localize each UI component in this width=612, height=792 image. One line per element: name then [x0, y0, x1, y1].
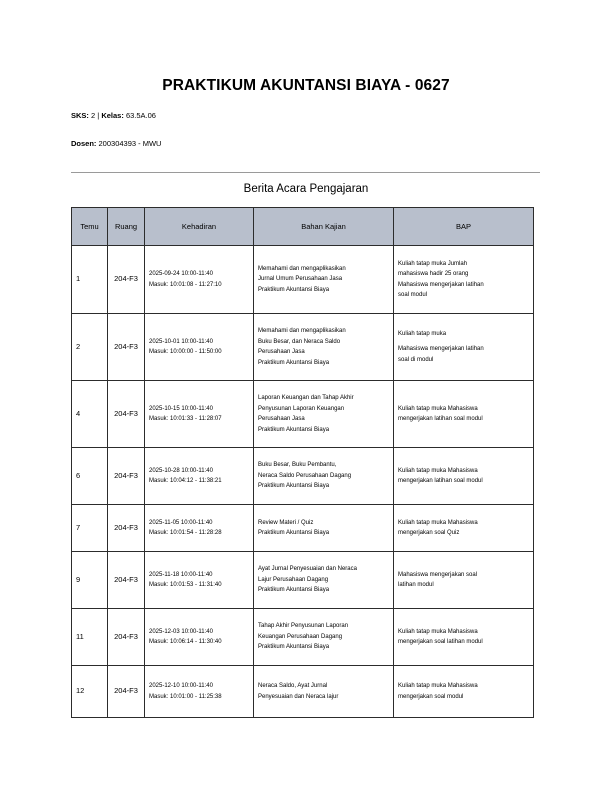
cell-bahan-kajian-line: Buku Besar, Buku Pembantu,	[258, 462, 337, 469]
table-row	[72, 666, 534, 718]
header-ruang: Ruang	[108, 208, 145, 246]
cell-bahan-kajian-line: Neraca Saldo, Ayat Jurnal	[258, 683, 328, 689]
cell-bap-line: mengerjakan soal modul	[398, 693, 464, 700]
cell-temu: 7	[72, 505, 108, 552]
cell-bahan-kajian-line: Neraca Saldo Perusahaan Dagang	[258, 472, 352, 479]
cell-ruang: 204-F3	[108, 552, 145, 609]
cell-ruang: 204-F3	[108, 448, 145, 505]
cell-bahan-kajian	[254, 381, 394, 448]
cell-bap	[394, 609, 534, 666]
cell-ruang: 204-F3	[108, 246, 145, 314]
cell-kehadiran	[145, 448, 254, 505]
cell-temu: 4	[72, 381, 108, 448]
cell-temu: 2	[72, 314, 108, 381]
info-separator: |	[97, 111, 100, 120]
sks-label: SKS:	[71, 111, 89, 120]
cell-bahan-kajian-line: Praktikum Akuntansi Biaya	[258, 483, 330, 490]
kelas-label: Kelas:	[101, 111, 124, 120]
cell-kehadiran-line: Masuk: 10:01:08 - 11:27:10	[149, 281, 222, 288]
cell-kehadiran-line: Masuk: 10:01:54 - 11:28:28	[149, 530, 222, 536]
cell-bahan-kajian-line: Tahap Akhir Penyusunan Laporan	[258, 623, 349, 630]
cell-bahan-kajian-line: Penyusunan Laporan Keuangan	[258, 405, 345, 412]
header-kehadiran: Kehadiran	[145, 208, 254, 246]
cell-kehadiran	[145, 666, 254, 718]
cell-kehadiran-line: 2025-09-24 10:00-11:40	[149, 271, 213, 277]
cell-kehadiran-line: Masuk: 10:01:33 - 11:28:07	[149, 416, 222, 422]
dosen-value: 200304393 - MWU	[98, 139, 162, 148]
cell-temu: 11	[72, 609, 108, 666]
cell-bahan-kajian-line: Praktikum Akuntansi Biaya	[258, 286, 330, 293]
cell-bap-line: mengerjakan soal Quiz	[398, 530, 460, 536]
cell-bap-line: soal modul	[398, 292, 428, 298]
cell-ruang: 204-F3	[108, 609, 145, 666]
cell-kehadiran-line: 2025-10-28 10:00-11:40	[149, 467, 213, 474]
cell-bap	[394, 246, 534, 314]
cell-kehadiran-line: 2025-10-01 10:00-11:40	[149, 338, 213, 345]
cell-bahan-kajian	[254, 314, 394, 381]
table-row	[72, 314, 534, 381]
cell-kehadiran	[145, 314, 254, 381]
cell-bap-line: mengerjakan latihan soal modul	[398, 478, 483, 484]
cell-kehadiran-line: Masuk: 10:01:53 - 11:31:40	[149, 582, 222, 588]
cell-bahan-kajian-line: Laporan Keuangan dan Tahap Akhir	[258, 395, 354, 401]
cell-kehadiran-line: Masuk: 10:00:00 - 11:50:00	[149, 349, 222, 355]
lecturer-info	[71, 139, 161, 148]
cell-kehadiran	[145, 505, 254, 552]
divider	[71, 172, 540, 173]
dosen-label: Dosen:	[71, 139, 97, 148]
cell-kehadiran-line: 2025-12-10 10:00-11:40	[149, 683, 213, 689]
cell-kehadiran	[145, 246, 254, 314]
cell-bap	[394, 505, 534, 552]
cell-bap	[394, 552, 534, 609]
cell-bap	[394, 448, 534, 505]
cell-bap-line: latihan modul	[398, 582, 434, 588]
sks-value: 2	[91, 111, 96, 120]
cell-ruang: 204-F3	[108, 381, 145, 448]
table-row	[72, 246, 534, 314]
cell-bahan-kajian-line: Penyesuaian dan Neraca lajur	[258, 693, 339, 700]
header-temu: Temu	[72, 208, 108, 246]
cell-bahan-kajian-line: Ayat Jurnal Penyesuaian dan Neraca	[258, 566, 357, 573]
cell-bahan-kajian-line: Keuangan Perusahaan Dagang	[258, 633, 343, 640]
kelas-value: 63.5A.06	[125, 111, 156, 120]
cell-bap-line: soal di modul	[398, 356, 434, 363]
cell-kehadiran-line: Masuk: 10:01:00 - 11:25:38	[149, 693, 222, 700]
cell-bap-line: Mahasiswa mengerjakan latihan	[398, 281, 484, 288]
cell-bap-line: mengerjakan latihan soal modul	[398, 416, 483, 422]
cell-bap-line: Kuliah tatap muka	[398, 330, 447, 337]
cell-kehadiran-line: Masuk: 10:04:12 - 11:38:21	[149, 478, 222, 484]
cell-bahan-kajian-line: Praktikum Akuntansi Biaya	[258, 530, 330, 536]
cell-bap-line: Kuliah tatap muka Mahasiswa	[398, 467, 478, 474]
cell-bahan-kajian-line: Review Materi / Quiz	[258, 519, 314, 526]
cell-bahan-kajian	[254, 552, 394, 609]
cell-ruang: 204-F3	[108, 314, 145, 381]
cell-bahan-kajian-line: Lajur Perusahaan Dagang	[258, 576, 329, 583]
cell-temu: 6	[72, 448, 108, 505]
cell-bap	[394, 666, 534, 718]
table-row	[72, 552, 534, 609]
table-row	[72, 609, 534, 666]
cell-bap-line: Kuliah tatap muka Mahasiswa	[398, 683, 478, 689]
cell-bahan-kajian	[254, 609, 394, 666]
cell-kehadiran-line: Masuk: 10:06:14 - 11:30:40	[149, 639, 222, 645]
cell-bap-line: Kuliah tatap muka Mahasiswa	[398, 628, 478, 635]
attendance-table	[71, 207, 534, 718]
table-row	[72, 448, 534, 505]
cell-bahan-kajian	[254, 448, 394, 505]
table-row	[72, 381, 534, 448]
cell-kehadiran	[145, 552, 254, 609]
section-title: Berita Acara Pengajaran	[243, 183, 369, 195]
document-title: PRAKTIKUM AKUNTANSI BIAYA - 0627	[162, 77, 450, 94]
cell-bahan-kajian-line: Perusahaan Jasa	[258, 349, 305, 355]
header-bahan-kajian: Bahan Kajian	[254, 208, 394, 246]
cell-kehadiran-line: 2025-11-05 10:00-11:40	[149, 519, 213, 526]
cell-temu: 1	[72, 246, 108, 314]
cell-bahan-kajian-line: Jurnal Umum Perusahaan Jasa	[258, 276, 343, 283]
cell-temu: 12	[72, 666, 108, 718]
cell-bahan-kajian-line: Memahami dan mengaplikasikan	[258, 265, 346, 272]
table-row	[72, 505, 534, 552]
cell-kehadiran-line: 2025-10-15 10:00-11:40	[149, 405, 213, 412]
cell-kehadiran-line: 2025-11-18 10:00-11:40	[149, 571, 213, 578]
cell-bap-line: Mahasiswa mengerjakan soal	[398, 571, 478, 578]
cell-bap-line: mengerjakan soal latihan modul	[398, 639, 483, 645]
cell-bahan-kajian-line: Memahami dan mengaplikasikan	[258, 328, 346, 334]
cell-bahan-kajian	[254, 666, 394, 718]
cell-bahan-kajian-line: Praktikum Akuntansi Biaya	[258, 359, 330, 366]
course-info	[71, 111, 156, 120]
cell-bap-line: Kuliah tatap muka Mahasiswa	[398, 519, 478, 526]
cell-bahan-kajian-line: Buku Besar, dan Neraca Saldo	[258, 338, 341, 345]
cell-bahan-kajian-line: Perusahaan Jasa	[258, 416, 305, 422]
cell-ruang: 204-F3	[108, 505, 145, 552]
header-bap: BAP	[394, 208, 534, 246]
cell-temu: 9	[72, 552, 108, 609]
cell-kehadiran-line: 2025-12-03 10:00-11:40	[149, 628, 213, 635]
cell-bahan-kajian-line: Praktikum Akuntansi Biaya	[258, 426, 330, 433]
cell-bap	[394, 381, 534, 448]
table-body	[72, 246, 534, 718]
cell-ruang: 204-F3	[108, 666, 145, 718]
cell-bap-line: Mahasiswa mengerjakan latihan	[398, 346, 484, 353]
cell-bap-line: Kuliah tatap muka Mahasiswa	[398, 405, 478, 412]
cell-bahan-kajian-line: Praktikum Akuntansi Biaya	[258, 644, 330, 651]
cell-bahan-kajian	[254, 505, 394, 552]
cell-bap	[394, 314, 534, 381]
table-header-row	[72, 208, 534, 246]
cell-bahan-kajian	[254, 246, 394, 314]
cell-bap-line: mahasiswa hadir 25 orang	[398, 271, 469, 277]
cell-kehadiran	[145, 609, 254, 666]
cell-bap-line: Kuliah tatap muka Jumlah	[398, 260, 468, 267]
cell-bahan-kajian-line: Praktikum Akuntansi Biaya	[258, 587, 330, 594]
cell-kehadiran	[145, 381, 254, 448]
